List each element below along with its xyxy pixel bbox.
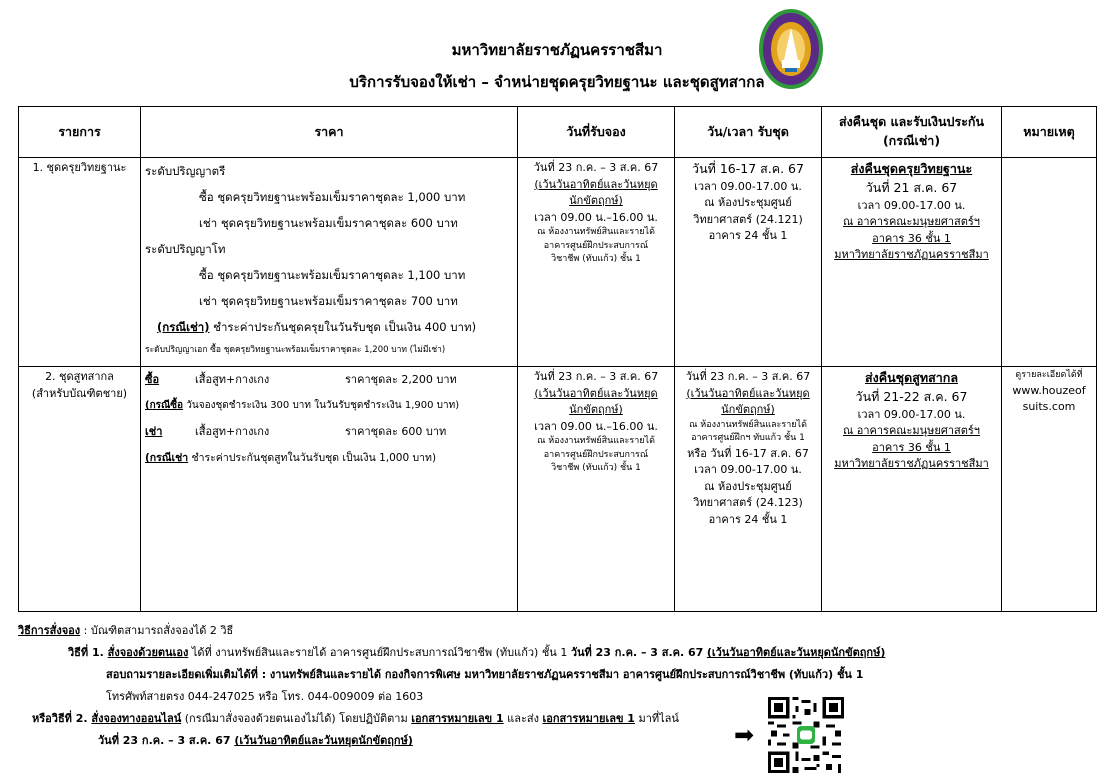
suit-buy-label: ซื้อ (145, 373, 160, 386)
bachelor-label: ระดับปริญญาตรี (145, 164, 226, 178)
row1-pickup-place3: อาคาร 24 ชั้น 1 (708, 229, 788, 243)
suit-rent-price: ราคาชุดละ 600 บาท (345, 425, 447, 438)
suit-rent-item: เสื้อสูท+กางเกง (195, 425, 270, 438)
method2-text1: (กรณีมาสั่งจองด้วยตนเองไม่ได้) โดยปฏิบัติตาม (181, 712, 412, 725)
line-qr-code-icon[interactable] (768, 697, 844, 773)
row2-price (141, 367, 518, 612)
row2-booking-place2: อาคารศูนย์ฝึกประสบการณ์ (543, 449, 649, 460)
row2-pickup-or-dates: หรือ วันที่ 16-17 ส.ค. 67 (687, 446, 809, 460)
row2-note-line3[interactable]: suits.com (1022, 400, 1076, 413)
row2-booking-dates: วันที่ 23 ก.ค. – 3 ส.ค. 67 (533, 370, 659, 383)
row1-return (822, 158, 1002, 367)
suit-rent (145, 419, 513, 445)
header-pickup: วัน/เวลา รับชุด (675, 107, 822, 158)
row2-booking (518, 367, 675, 612)
method2-title: สั่งจองทางออนไลน์ (91, 712, 182, 725)
row2-return-title: ส่งคืนชุดสูทสากล (865, 370, 958, 385)
gown-deposit-label: (กรณีเช่า) (157, 320, 210, 334)
row1-pickup (675, 158, 822, 367)
row2-pickup-place5: อาคาร 24 ชั้น 1 (708, 512, 788, 526)
method2-line (18, 708, 778, 730)
row1-booking-except1: (เว้นวันอาทิตย์และวันหยุด (534, 177, 658, 191)
row2-pickup-place2: อาคารศูนย์ฝึกฯ ทับแก้ว ชั้น 1 (691, 433, 805, 443)
ordering-label: วิธีการสั่งจอง (18, 624, 81, 637)
services-table (18, 106, 1097, 612)
method1-phone: โทรศัพท์สายตรง 044-247025 หรือ โทร. 044-009009 ต่อ 1603 (106, 690, 424, 703)
suit-buy-note (145, 393, 513, 419)
method2-text2: และส่ง (503, 712, 543, 725)
doctor-price: ระดับปริญญาเอก ซื้อ ชุดครุยวิทยฐานะพร้อมเข็มราคาชุดละ 1,200 บาท (ไม่มีเช่า) (145, 345, 446, 355)
method1-text: ได้ที่ งานทรัพย์สินและรายได้ อาคารศูนย์ฝึกประสบการณ์วิชาชีพ (ทับแก้ว) ชั้น 1 (188, 646, 571, 659)
ordering-intro: : บัณฑิตสามารถสั่งจองได้ 2 วิธี (80, 624, 234, 637)
header-note: หมายเหตุ (1002, 107, 1097, 158)
method2-text3: มาที่ไลน์ (634, 712, 679, 725)
gown-deposit (145, 314, 513, 340)
arrow-right-icon: ➡ (734, 721, 755, 749)
header-return (822, 107, 1002, 158)
row1-return-time: เวลา 09.00-17.00 น. (857, 198, 966, 212)
row2-return-place1: ณ อาคารคณะมนุษยศาสตร์ฯ (843, 424, 980, 437)
row2-note-line1: ดูรายละเอียดได้ที่ (1015, 370, 1083, 380)
row2-note-line2[interactable]: www.houzeof (1012, 383, 1086, 397)
row2-booking-time: เวลา 09.00 น.–16.00 น. (534, 419, 658, 433)
row2-pickup-dates: วันที่ 23 ก.ค. – 3 ส.ค. 67 (685, 370, 811, 383)
row1-pickup-place1: ณ ห้องประชุมศูนย์ (704, 196, 792, 210)
university-title: มหาวิทยาลัยราชภัฏนครราชสีมา (451, 41, 663, 59)
row2-item (19, 367, 141, 612)
suit-rent-note (145, 445, 513, 471)
gown-deposit-text: ชำระค่าประกันชุดครุยในวันรับชุด เป็นเงิน 400 บาท) (209, 320, 477, 334)
header-return-line2: (กรณีเช่า) (882, 133, 941, 148)
method1-except: (เว้นวันอาทิตย์และวันหยุดนักขัตฤกษ์) (706, 646, 886, 659)
row1-booking (518, 158, 675, 367)
bachelor-buy: ซื้อ ชุดครุยวิทยฐานะพร้อมเข็มราคาชุดละ 1,000 บาท (199, 190, 466, 204)
table-row (19, 158, 1097, 367)
row2-booking-place1: ณ ห้องงานทรัพย์สินและรายได้ (537, 436, 655, 446)
service-title: บริการรับจองให้เช่า – จำหน่ายชุดครุยวิทยฐานะ และชุดสูทสากล (349, 73, 765, 91)
row1-return-title: ส่งคืนชุดครุยวิทยฐานะ (850, 161, 973, 176)
master-rent: เช่า ชุดครุยวิทยฐานะพร้อมเข็มราคาชุดละ 700 บาท (199, 294, 458, 308)
suit-rent-label: เช่า (145, 425, 163, 438)
row2-return-place2: อาคาร 36 ชั้น 1 (872, 440, 951, 454)
master-buy: ซื้อ ชุดครุยวิทยฐานะพร้อมเข็มราคาชุดละ 1,100 บาท (199, 268, 466, 282)
row2-return-place3: มหาวิทยาลัยราชภัฏนครราชสีมา (834, 457, 989, 470)
method1-title: สั่งจองด้วยตนเอง (107, 646, 189, 659)
row1-item (19, 158, 141, 367)
header-item: รายการ (19, 107, 141, 158)
method1-line (18, 642, 886, 664)
row2-pickup-place3: ณ ห้องประชุมศูนย์ (704, 479, 792, 493)
suit-buy (145, 367, 513, 393)
row2-pickup (675, 367, 822, 612)
suit-rent-note-text: ชำระค่าประกันชุดสูทในวันรับชุด เป็นเงิน 1,000 บาท) (188, 452, 437, 464)
ordering-intro-line (18, 620, 778, 642)
row1-booking-place3: วิชาชีพ (ทับแก้ว) ชั้น 1 (551, 254, 641, 264)
row2-pickup-except1: (เว้นวันอาทิตย์และวันหยุด (686, 386, 810, 400)
row2-note (1002, 367, 1097, 612)
method1-contact: สอบถามรายละเอียดเพิ่มเติมได้ที่ : งานทรัพย์สินและรายได้ กองกิจการพิเศษ มหาวิทยาลัยราชภัฏนครราชสีมา อาคารศูนย์ฝึกประสบการณ์วิชาชีพ (ทับแก้ว) ชั้น 1 (106, 668, 864, 681)
row2-item-line1: 2. ชุดสูทสากล (45, 370, 114, 383)
header-booking-date: วันที่รับจอง (518, 107, 675, 158)
method2-dates-line (18, 730, 778, 752)
row2-pickup-except2: นักขัตฤกษ์) (721, 403, 775, 416)
row1-booking-dates: วันที่ 23 ก.ค. – 3 ส.ค. 67 (533, 161, 659, 174)
row1-return-place3: มหาวิทยาลัยราชภัฏนครราชสีมา (834, 248, 989, 261)
row2-pickup-place4: วิทยาศาสตร์ (24.123) (693, 496, 803, 509)
row2-pickup-place1: ณ ห้องงานทรัพย์สินและรายได้ (689, 419, 807, 430)
row2-pickup-time: เวลา 09.00-17.00 น. (694, 463, 802, 476)
method2-except: (เว้นวันอาทิตย์และวันหยุดนักขัตฤกษ์) (234, 734, 413, 747)
row1-pickup-time: เวลา 09.00-17.00 น. (694, 179, 802, 193)
row2-booking-except1: (เว้นวันอาทิตย์และวันหยุด (534, 386, 658, 400)
method2-doc2: เอกสารหมายเลข 1 (542, 712, 635, 725)
row2-return-date: วันที่ 21-22 ส.ค. 67 (855, 388, 968, 404)
row1-booking-except2: นักขัตฤกษ์) (569, 194, 623, 207)
table-row (19, 367, 1097, 612)
row1-item-label: 1. ชุดครุยวิทยฐานะ (32, 161, 127, 174)
table-header-row (19, 107, 1097, 158)
row1-booking-place2: อาคารศูนย์ฝึกประสบการณ์ (543, 240, 649, 251)
row1-booking-place1: ณ ห้องงานทรัพย์สินและรายได้ (537, 227, 655, 237)
row1-pickup-place2: วิทยาศาสตร์ (24.121) (693, 212, 803, 226)
row2-booking-place3: วิชาชีพ (ทับแก้ว) ชั้น 1 (551, 463, 641, 473)
row2-return-time: เวลา 09.00-17.00 น. (857, 407, 966, 421)
row1-pickup-dates: วันที่ 16-17 ส.ค. 67 (692, 161, 804, 176)
suit-buy-item: เสื้อสูท+กางเกง (195, 373, 270, 386)
method2-prefix: หรือวิธีที่ 2. (32, 712, 92, 725)
suit-buy-price: ราคาชุดละ 2,200 บาท (345, 373, 457, 386)
row1-return-date: วันที่ 21 ส.ค. 67 (865, 179, 958, 195)
suit-buy-note-label: (กรณีซื้อ (145, 400, 184, 411)
row2-item-line2: (สำหรับบัณฑิตชาย) (31, 386, 128, 400)
suit-buy-note-text: วันจองชุดชำระเงิน 300 บาท ในวันรับชุดชำระเงิน 1,900 บาท) (183, 400, 460, 411)
method1-dates: วันที่ 23 ก.ค. – 3 ส.ค. 67 (570, 646, 704, 659)
row1-return-place2: อาคาร 36 ชั้น 1 (872, 231, 951, 245)
row1-note (1002, 158, 1097, 367)
row2-booking-except2: นักขัตฤกษ์) (569, 403, 623, 416)
row2-return (822, 367, 1002, 612)
row1-booking-time: เวลา 09.00 น.–16.00 น. (534, 210, 658, 224)
bachelor-rent: เช่า ชุดครุยวิทยฐานะพร้อมเข็มราคาชุดละ 600 บาท (199, 216, 458, 230)
method2-dates: วันที่ 23 ก.ค. – 3 ส.ค. 67 (98, 734, 235, 747)
row1-price (141, 158, 518, 367)
row1-return-place1: ณ อาคารคณะมนุษยศาสตร์ฯ (843, 215, 980, 228)
ordering-section (18, 620, 886, 752)
method1-prefix: วิธีที่ 1. (68, 646, 108, 659)
suit-rent-note-label: (กรณีเช่า (145, 452, 189, 464)
master-label: ระดับปริญญาโท (145, 242, 226, 256)
method2-doc1: เอกสารหมายเลข 1 (411, 712, 504, 725)
header-price: ราคา (141, 107, 518, 158)
header-return-line1: ส่งคืนชุด และรับเงินประกัน (838, 114, 985, 130)
